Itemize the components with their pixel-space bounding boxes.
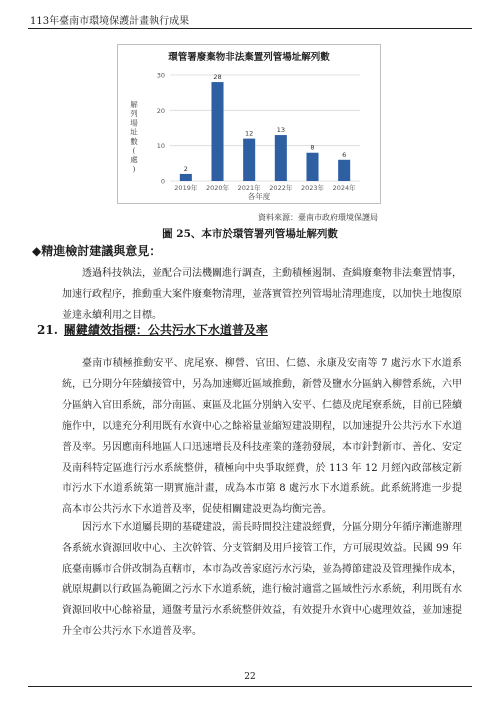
bar <box>180 174 192 181</box>
bar <box>275 135 287 181</box>
chart-ylabel <box>130 99 138 173</box>
chart-xlabel: 各年度 <box>247 192 271 201</box>
bar <box>211 82 223 181</box>
ytick-label: 0 <box>160 177 165 186</box>
paragraph-2: 臺南市積極推動安平、虎尾寮、柳營、官田、仁德、永康及安南等 7 處污水下水道系統，已分期分年陸續接管中，另為加速鄉近區域推動，新營及鹽水分區納入柳營系統，六甲分區納入官田系統，部分南區、東區及北區分別納入安平、仁德及虎尾寮系統，目前已陸續施作中，以達充分利用既有水資中心之餘裕量並縮短建設期程，以加速提升公共污水下水道普及率。另因應南科地區人口迅速增長及科技產業的蓬勃發展，本市針對新市、善化、安定及南科特定區進行污水系統整併，積極向中央爭取經費，於 113 年 12 月經內政部核定新市污水下水道系統第一期實施計畫，成為本市第 8 處污水下水道系統。此系統將進一步提高本市公共污水下水道普及率，促使相關建設更為均衡完善。 <box>62 358 462 516</box>
ylabel-char: 處 <box>130 155 138 165</box>
ylabel-char: 數 <box>130 136 138 146</box>
bar <box>243 139 255 181</box>
ylabel-char: 址 <box>130 127 138 137</box>
ylabel-char: 解 <box>130 100 138 109</box>
data-label: 13 <box>276 126 285 135</box>
chart-xticks <box>174 183 356 192</box>
paragraph-1: 透過科技執法，並配合司法機關進行調查，主動積極遏制、查緝廢棄物非法棄置情事，加速行政程序，推動重大案件廢棄物清理，並落實管控列管場址清理進度，以加快土地復原並達永續利用之目標。 <box>62 268 462 321</box>
page-number: 22 <box>244 672 256 682</box>
ylabel-char: 場 <box>130 118 138 128</box>
bar <box>338 160 350 181</box>
kpi-heading <box>37 321 268 338</box>
bar-chart <box>117 44 381 204</box>
figure-caption: 圖 25、本市於環管署列管場址解列數 <box>162 228 338 240</box>
section-heading: ◆精進檢討建議與意見： <box>32 244 162 258</box>
footer-rule <box>28 686 472 687</box>
data-label: 6 <box>342 150 347 159</box>
kpi-title: 關鍵績效指標：公共污水下水道普及率 <box>63 323 268 337</box>
ytick-label: 30 <box>156 71 165 80</box>
chart-svg <box>118 45 380 203</box>
page-header: 113年臺南市環境保護計畫執行成果 <box>30 16 190 27</box>
bar <box>306 153 318 181</box>
ylabel-char: 列 <box>130 109 138 119</box>
xtick-label: 2020年 <box>205 184 230 192</box>
xtick-label: 2021年 <box>237 184 261 192</box>
chart-bars <box>180 73 350 181</box>
source-note: 資料來源：臺南市政府環境保護局 <box>258 213 378 222</box>
chart-title: 環管署廢棄物非法棄置列管場址解列數 <box>168 52 330 63</box>
xtick-label: 2024年 <box>332 184 356 192</box>
ytick-label: 10 <box>156 142 165 151</box>
data-label: 2 <box>183 164 188 173</box>
data-label: 12 <box>245 129 254 138</box>
ylabel-char: ) <box>132 164 136 174</box>
ytick-label: 20 <box>156 106 165 115</box>
xtick-label: 2022年 <box>269 184 293 192</box>
data-label: 8 <box>310 143 315 152</box>
paragraph-3: 因污水下水道屬長期的基礎建設，需長時間投注建設經費，分區分期分年循序漸進辦理各系統水資源回收中心、主次幹管、分支管網及用戶接管工作，方可展現效益。民國 99 年底臺南縣市合併改制為直轄市，本市為改善家庭污水污染，並為撙節建設及管理操作成本，就原規劃以行政區為範圍之污水下水道系統，進行檢討適當之區域性污水系統，利用既有水資源回收中心餘裕量，通盤考量污水系統整併效益，有效提升水資中心處理效益，並加速提升全市公共污水下水道普及率。 <box>62 522 462 637</box>
xtick-label: 2019年 <box>174 184 198 192</box>
header-rule <box>28 28 472 29</box>
xtick-label: 2023年 <box>300 184 325 192</box>
data-label: 28 <box>213 73 222 82</box>
ylabel-char: ( <box>132 146 136 155</box>
kpi-number: 21. <box>37 323 58 337</box>
